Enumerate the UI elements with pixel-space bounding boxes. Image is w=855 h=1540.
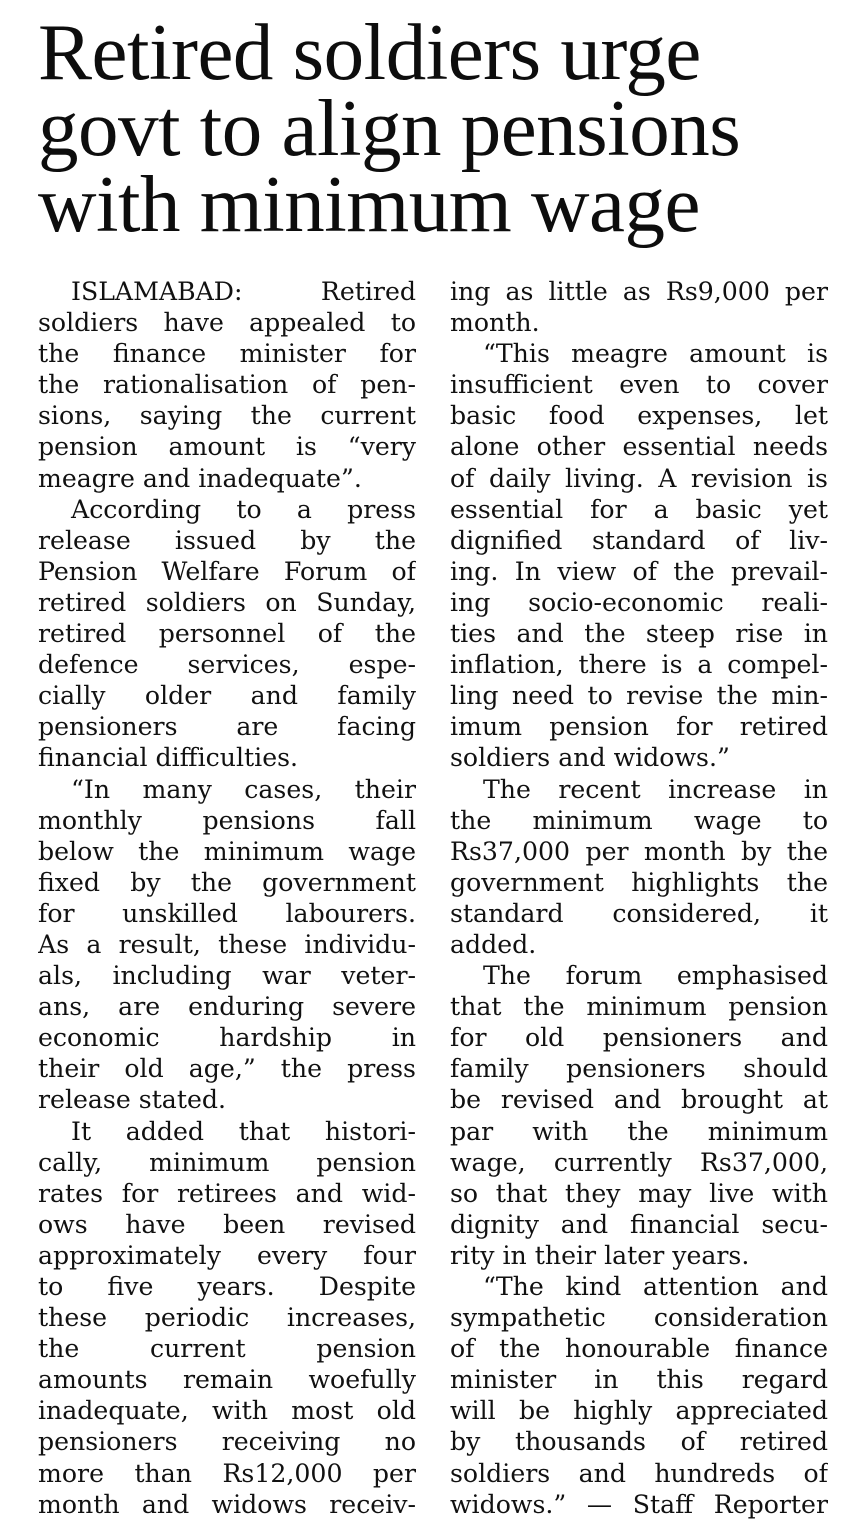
text-line: dignified standard of liv-	[450, 525, 828, 555]
text-line: “This meagre amount is	[483, 339, 828, 369]
text-line: cally, minimum pension	[38, 1147, 416, 1177]
text-line: ISLAMABAD: Retired	[71, 277, 416, 306]
text-line: these periodic increases,	[38, 1303, 416, 1333]
text-line: alone other essential needs	[450, 432, 828, 462]
text-line: the finance minister for	[38, 339, 416, 369]
text-line: retired soldiers on Sunday,	[38, 587, 416, 617]
text-line: will be highly appreciated	[450, 1396, 828, 1426]
text-line: minister in this regard	[450, 1365, 828, 1395]
text-line: the rationalisation of pen-	[38, 370, 416, 400]
text-line: month and widows receiv-	[38, 1489, 416, 1519]
text-line: meagre and inadequate”.	[38, 463, 362, 493]
text-line: government highlights the	[450, 867, 828, 897]
text-line: sympathetic consideration	[450, 1303, 828, 1333]
text-line: to five years. Despite	[38, 1272, 416, 1301]
text-line: ing socio-economic reali-	[450, 587, 828, 617]
text-line: “In many cases, their	[71, 774, 416, 804]
text-line: imum pension for retired	[450, 712, 828, 742]
headline-line: govt to align pensions	[38, 83, 741, 173]
text-line: added.	[450, 929, 537, 959]
text-line: sions, saying the current	[38, 401, 416, 431]
text-line: As a result, these individu-	[38, 929, 416, 959]
text-line: of the honourable finance	[450, 1334, 828, 1364]
text-line: ling need to revise the min-	[450, 681, 828, 711]
text-line: financial difficulties.	[38, 743, 299, 773]
text-line: rity in their later years.	[450, 1240, 750, 1270]
text-line: wage, currently Rs37,000,	[450, 1147, 828, 1177]
text-line: dignity and financial secu-	[450, 1209, 828, 1239]
text-line: so that they may live with	[450, 1178, 828, 1208]
text-line: pensioners are facing	[38, 712, 416, 742]
text-line: basic food expenses, let	[450, 401, 828, 431]
text-line: fixed by the government	[38, 867, 416, 897]
text-line: the current pension	[38, 1334, 416, 1364]
text-line: monthly pensions fall	[38, 805, 416, 835]
text-line: par with the minimum	[450, 1116, 828, 1146]
text-line: family pensioners should	[450, 1054, 828, 1084]
text-line: release issued by the	[38, 525, 416, 555]
text-line: cially older and family	[38, 681, 416, 711]
text-line: ows have been revised	[38, 1209, 416, 1239]
text-line: ing. In view of the prevail-	[450, 556, 828, 586]
text-line: more than Rs12,000 per	[38, 1458, 416, 1488]
text-line: retired personnel of the	[38, 619, 416, 649]
text-line: According to a press	[71, 494, 416, 524]
text-line: The forum emphasised	[483, 961, 828, 991]
text-line: It added that histori-	[71, 1116, 416, 1146]
text-line: soldiers and widows.”	[450, 743, 730, 773]
text-line: economic hardship in	[38, 1023, 416, 1053]
text-line: als, including war veter-	[38, 961, 416, 991]
text-line: essential for a basic yet	[450, 494, 828, 524]
article-column-right	[450, 276, 828, 1520]
text-line: month.	[450, 308, 540, 338]
text-line: by thousands of retired	[450, 1427, 828, 1457]
headline-line: with minimum wage	[38, 159, 700, 249]
text-line: insufficient even to cover	[450, 370, 828, 400]
text-line: their old age,” the press	[38, 1054, 416, 1084]
text-line: “The kind attention and	[483, 1272, 828, 1301]
text-line: be revised and brought at	[450, 1085, 828, 1115]
text-line: ties and the steep rise in	[450, 619, 828, 649]
article-headline	[38, 7, 838, 249]
text-line: pension amount is “very	[38, 432, 416, 462]
text-line: Pension Welfare Forum of	[38, 556, 416, 586]
text-line: ing as little as Rs9,000 per	[450, 277, 828, 306]
text-line: defence services, espe-	[38, 650, 416, 680]
text-line: standard considered, it	[450, 898, 828, 928]
text-line: Rs37,000 per month by the	[450, 836, 828, 866]
text-line: the minimum wage to	[450, 805, 828, 835]
text-line: inflation, there is a compel-	[450, 650, 828, 680]
text-line: release stated.	[38, 1085, 226, 1115]
text-line: widows.” — Staff Reporter	[450, 1489, 828, 1519]
text-line: below the minimum wage	[38, 836, 416, 866]
text-line: ans, are enduring severe	[38, 992, 416, 1022]
headline-line: Retired soldiers urge	[38, 7, 701, 97]
text-line: of daily living. A revision is	[450, 463, 828, 493]
text-line: for unskilled labourers.	[38, 898, 416, 928]
text-line: amounts remain woefully	[38, 1365, 416, 1395]
text-line: soldiers have appealed to	[38, 308, 416, 338]
text-line: inadequate, with most old	[38, 1396, 416, 1426]
text-line: pensioners receiving no	[38, 1427, 416, 1457]
text-line: rates for retirees and wid-	[38, 1178, 416, 1208]
article-column-left	[38, 276, 416, 1520]
text-line: approximately every four	[38, 1240, 416, 1270]
text-line: that the minimum pension	[450, 992, 828, 1022]
text-line: for old pensioners and	[450, 1023, 828, 1053]
text-line: The recent increase in	[483, 774, 828, 804]
text-line: soldiers and hundreds of	[450, 1458, 828, 1488]
